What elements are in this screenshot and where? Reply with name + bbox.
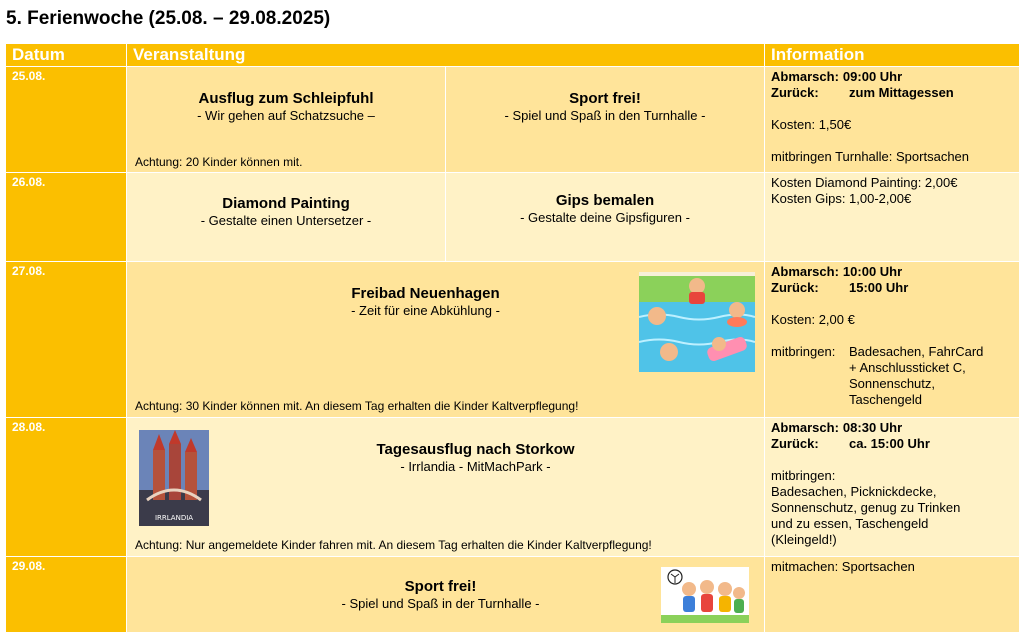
event-title: Diamond Painting [222, 195, 350, 212]
event-title: Freibad Neuenhagen [351, 285, 500, 302]
bring-label: mitbringen: [771, 468, 836, 483]
event-cell [127, 418, 765, 557]
event-subtitle: - Irrlandia - MitMachPark - [400, 459, 551, 474]
event-cell [127, 557, 765, 633]
info-cell [765, 173, 1020, 262]
return-value: 15:00 Uhr [849, 280, 909, 295]
event-subtitle: - Gestalte deine Gipsfiguren - [520, 210, 690, 225]
info-cell [765, 557, 1020, 633]
bring-item: + Anschlussticket C, [849, 360, 966, 375]
bring-text: mitmachen: Sportsachen [771, 559, 915, 574]
info-cell [765, 262, 1020, 418]
page-title: 5. Ferienwoche (25.08. – 29.08.2025) [6, 8, 331, 29]
event-cell [127, 173, 765, 262]
departure-value: 08:30 Uhr [842, 420, 903, 435]
return-value: zum Mittagessen [849, 85, 954, 100]
bring-item: Badesachen, FahrCard [849, 344, 984, 359]
event-title: Sport frei! [569, 90, 641, 107]
departure-label: Abmarsch: [771, 69, 839, 84]
event-diamond-painting [127, 173, 445, 261]
event-title: Sport frei! [404, 578, 477, 595]
event-gips [445, 173, 764, 261]
cost-text: Kosten Gips: 1,00-2,00€ [771, 191, 912, 206]
bring-line: Badesachen, Picknickdecke, [771, 484, 937, 499]
table-row-25-08 [6, 67, 1020, 173]
return-value: ca. 15:00 Uhr [849, 436, 930, 451]
return-label: Zurück: [771, 280, 819, 295]
table-row-28-08 [6, 418, 1020, 557]
header-date: Datum [6, 44, 127, 67]
cost-text: Kosten: 2,00 € [771, 312, 855, 327]
bring-text: mitbringen Turnhalle: Sportsachen [771, 149, 970, 164]
schedule-table [5, 43, 1020, 633]
event-note: Achtung: 30 Kinder können mit. An diesem Tag erhalten die Kinder Kaltverpflegung! [135, 399, 579, 413]
info-cell [765, 418, 1020, 557]
table-row-27-08 [6, 262, 1020, 418]
event-cell [127, 262, 765, 418]
event-note: Achtung: 20 Kinder können mit. [135, 155, 303, 169]
date-cell: 25.08. [6, 67, 127, 173]
bring-line: Sonnenschutz, genug zu Trinken [771, 500, 961, 515]
event-title: Gips bemalen [555, 192, 655, 209]
table-row-26-08 [6, 173, 1020, 262]
bring-line: und zu essen, Taschengeld [771, 516, 929, 531]
bring-item: Taschengeld [849, 392, 922, 407]
bring-label: mitbringen: [771, 344, 836, 359]
departure-label: Abmarsch: [771, 420, 839, 435]
event-title: Tagesausflug nach Storkow [376, 441, 575, 458]
return-label: Zurück: [771, 436, 819, 451]
date-cell: 26.08. [6, 173, 127, 262]
event-sport [445, 67, 764, 172]
table-header-row [6, 44, 1020, 67]
date-cell: 29.08. [6, 557, 127, 633]
departure-value: 10:00 Uhr [842, 264, 903, 279]
info-cell [765, 67, 1020, 173]
cost-text: Kosten: 1,50€ [771, 117, 852, 132]
kids-playing-illustration [661, 567, 749, 623]
bring-item: Sonnenschutz, [849, 376, 936, 391]
header-event: Veranstaltung [127, 44, 765, 67]
irrlandia-logo-text: IRRLANDIA [154, 514, 194, 522]
event-note: Achtung: Nur angemeldete Kinder fahren mit. An diesem Tag erhalten die Kinder Kaltverpflegung! [135, 538, 652, 552]
event-cell [127, 67, 765, 173]
swimming-pool-illustration [639, 272, 755, 372]
event-title: Ausflug zum Schleipfuhl [198, 90, 374, 107]
event-subtitle: - Spiel und Spaß in der Turnhalle - [341, 596, 540, 611]
return-label: Zurück: [771, 85, 819, 100]
event-subtitle: - Wir gehen auf Schatzsuche – [197, 108, 375, 123]
header-info: Information [765, 44, 1020, 67]
event-subtitle: - Gestalte einen Untersetzer - [200, 213, 372, 228]
table-row-29-08 [6, 557, 1020, 633]
cost-text: Kosten Diamond Painting: 2,00€ [771, 175, 958, 190]
event-subtitle: - Zeit für eine Abkühlung - [351, 303, 500, 318]
event-schleipfuhl [127, 67, 445, 172]
departure-value: 09:00 Uhr [842, 69, 903, 84]
event-subtitle: - Spiel und Spaß in den Turnhalle - [504, 108, 706, 123]
bring-line: (Kleingeld!) [771, 532, 837, 547]
date-cell: 28.08. [6, 418, 127, 557]
date-cell: 27.08. [6, 262, 127, 418]
departure-label: Abmarsch: [771, 264, 839, 279]
